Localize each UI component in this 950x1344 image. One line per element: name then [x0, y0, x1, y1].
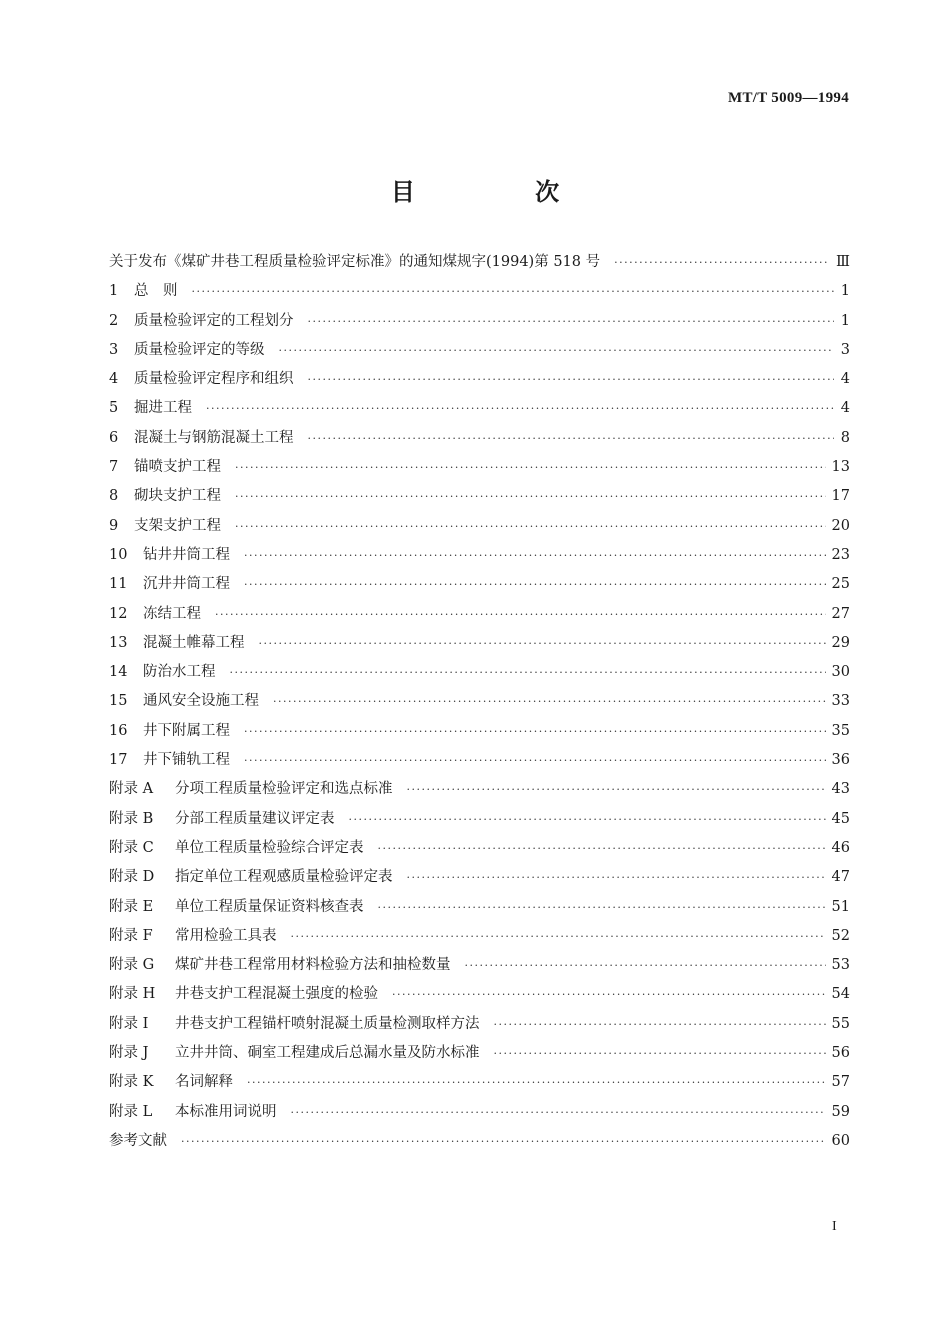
dot-leader	[378, 842, 826, 855]
dot-leader	[247, 1076, 826, 1089]
toc-entry-number: 附录 G	[109, 957, 155, 974]
page-title: 目 次	[390, 178, 616, 206]
dot-leader	[279, 344, 835, 357]
toc-entry-label: 井下铺轨工程	[143, 752, 230, 769]
toc-entry-label: 名词解释	[175, 1074, 233, 1091]
toc-entry-page: 30	[831, 664, 850, 681]
dot-leader	[308, 315, 835, 328]
toc-entry[interactable]	[109, 777, 850, 806]
dot-leader	[244, 754, 826, 767]
toc-entry[interactable]	[109, 982, 850, 1011]
dot-leader	[230, 666, 826, 679]
standard-code: MT/T 5009—1994	[727, 90, 849, 106]
toc-entry-label: 单位工程质量保证资料核查表	[175, 898, 364, 915]
toc-entry[interactable]	[109, 719, 850, 748]
toc-entry-number: 17	[109, 752, 128, 769]
toc-entry-number: 附录 B	[109, 810, 154, 827]
toc-entry-page: 43	[831, 781, 850, 798]
toc-entry-number: 附录 L	[109, 1103, 153, 1120]
toc-entry-page: 4	[840, 371, 850, 388]
toc-entry-label: 防治水工程	[143, 664, 216, 681]
toc-entry-label: 质量检验评定程序和组织	[134, 371, 294, 388]
toc-entry-number: 13	[109, 634, 128, 651]
toc-entry[interactable]	[109, 895, 850, 924]
toc-entry[interactable]	[109, 367, 850, 396]
toc-entry[interactable]	[109, 543, 850, 572]
toc-entry-page: 33	[831, 693, 850, 710]
toc-entry-number: 12	[109, 605, 128, 622]
toc-entry-page: 27	[831, 605, 850, 622]
toc-entry-page: 36	[831, 752, 850, 769]
dot-leader	[291, 930, 826, 943]
toc-entry-page: 60	[831, 1132, 850, 1149]
toc-entry[interactable]	[109, 689, 850, 718]
toc-entry-number: 6	[109, 429, 119, 446]
toc-entry-page: 56	[831, 1045, 850, 1062]
toc-entry-number: 10	[109, 546, 128, 563]
toc-entry-page: 57	[831, 1074, 850, 1091]
dot-leader	[259, 637, 826, 650]
dot-leader	[407, 783, 826, 796]
toc-entry-page: 4	[840, 400, 850, 417]
toc-entry-page: 53	[831, 957, 850, 974]
toc-entry-label: 分部工程质量建议评定表	[175, 810, 335, 827]
toc-entry-number: 9	[109, 517, 119, 534]
toc-entry-page: 13	[831, 459, 850, 476]
toc-entry-label: 质量检验评定的工程划分	[134, 312, 294, 329]
toc-entry-page: 45	[831, 810, 850, 827]
toc-entry[interactable]	[109, 1041, 850, 1070]
toc-entry-page: 59	[831, 1103, 850, 1120]
toc-entry-page: 46	[831, 839, 850, 856]
toc-entry-label: 井巷支护工程混凝土强度的检验	[175, 986, 378, 1003]
toc-entry-label: 冻结工程	[143, 605, 201, 622]
toc-entry-number: 附录 J	[109, 1045, 149, 1062]
toc-entry-page: 55	[831, 1015, 850, 1032]
toc-entry-page: 17	[831, 488, 850, 505]
toc-entry-page: 51	[831, 898, 850, 915]
dot-leader	[215, 608, 826, 621]
toc-entry-label: 立井井筒、硐室工程建成后总漏水量及防水标准	[175, 1045, 480, 1062]
toc-entry[interactable]	[109, 572, 850, 601]
toc-entry[interactable]	[109, 1100, 850, 1129]
toc-entry-page: 54	[831, 986, 850, 1003]
toc-entry-number: 附录 K	[109, 1074, 154, 1091]
toc-entry-page: 35	[831, 722, 850, 739]
toc-entry-label: 砌块支护工程	[134, 488, 221, 505]
toc-entry-number: 附录 A	[109, 781, 154, 798]
dot-leader	[308, 373, 835, 386]
toc-entry-number: 附录 I	[109, 1015, 149, 1032]
toc-entry-label: 本标准用词说明	[175, 1103, 277, 1120]
toc-entry-label: 混凝土与钢筋混凝土工程	[134, 429, 294, 446]
toc-entry[interactable]	[109, 1129, 850, 1158]
toc-entry[interactable]	[109, 484, 850, 513]
toc-entry[interactable]	[109, 924, 850, 953]
toc-entry-number: 2	[109, 312, 119, 329]
toc-entry[interactable]	[109, 631, 850, 660]
toc-entry-page: 29	[831, 634, 850, 651]
toc-entry-label: 关于发布《煤矿井巷工程质量检验评定标准》的通知煤规字(1994)第 518 号	[109, 254, 601, 270]
toc-entry[interactable]	[109, 865, 850, 894]
dot-leader	[308, 432, 835, 445]
dot-leader	[244, 578, 826, 591]
dot-leader	[291, 1106, 826, 1119]
toc-entry[interactable]	[109, 426, 850, 455]
toc-entry-page: 25	[831, 576, 850, 593]
toc-entry[interactable]	[109, 279, 850, 308]
toc-entry-number: 1	[109, 283, 119, 300]
toc-entry-label: 支架支护工程	[134, 517, 221, 534]
toc-entry[interactable]	[109, 748, 850, 777]
toc-entry-number: 3	[109, 341, 119, 358]
toc-entry-number: 4	[109, 371, 119, 388]
toc-entry[interactable]	[109, 660, 850, 689]
dot-leader	[192, 285, 835, 298]
dot-leader	[494, 1047, 826, 1060]
dot-leader	[407, 871, 826, 884]
toc-entry[interactable]	[109, 455, 850, 484]
toc-entry[interactable]	[109, 309, 850, 338]
toc-entry-label: 井下附属工程	[143, 722, 230, 739]
toc-entry-label: 掘进工程	[134, 400, 192, 417]
toc-entry-number: 附录 C	[109, 839, 154, 856]
toc-entry-label: 单位工程质量检验综合评定表	[175, 839, 364, 856]
dot-leader	[465, 959, 826, 972]
dot-leader	[392, 988, 826, 1001]
toc-entry-page: 8	[840, 429, 850, 446]
toc-entry-label: 指定单位工程观感质量检验评定表	[175, 869, 393, 886]
toc-entry-number: 8	[109, 488, 119, 505]
dot-leader	[181, 1135, 826, 1148]
dot-leader	[244, 725, 826, 738]
toc-entry[interactable]	[109, 602, 850, 631]
toc-entry-page: 1	[840, 312, 850, 329]
toc-entry[interactable]	[109, 836, 850, 865]
toc-entry-page: 20	[831, 517, 850, 534]
toc-entry-number: 7	[109, 459, 119, 476]
toc-entry-number: 5	[109, 400, 119, 417]
toc-entry-number: 16	[109, 722, 128, 739]
toc-entry-label: 钻井井筒工程	[143, 546, 230, 563]
toc-entry-label: 通风安全设施工程	[143, 693, 259, 710]
toc-entry-number: 11	[109, 576, 128, 593]
toc-entry-label: 煤矿井巷工程常用材料检验方法和抽检数量	[175, 957, 451, 974]
toc-entry[interactable]	[109, 338, 850, 367]
toc-entry-number: 附录 F	[109, 927, 153, 944]
dot-leader	[235, 461, 826, 474]
dot-leader	[244, 549, 826, 562]
table-of-contents	[109, 250, 850, 1158]
dot-leader	[235, 520, 826, 533]
toc-entry-label: 质量检验评定的等级	[134, 341, 265, 358]
toc-entry-page: Ⅲ	[836, 254, 850, 270]
toc-entry-label: 参考文献	[109, 1132, 167, 1149]
toc-entry-label: 锚喷支护工程	[134, 459, 221, 476]
toc-entry-page: 52	[831, 927, 850, 944]
dot-leader	[273, 695, 826, 708]
toc-entry-page: 23	[831, 546, 850, 563]
toc-entry[interactable]	[109, 1070, 850, 1099]
dot-leader	[378, 901, 826, 914]
toc-entry-label: 井巷支护工程锚杆喷射混凝土质量检测取样方法	[175, 1015, 480, 1032]
toc-entry-label: 混凝土帷幕工程	[143, 634, 245, 651]
toc-entry[interactable]	[109, 514, 850, 543]
toc-entry[interactable]	[109, 953, 850, 982]
toc-entry-number: 15	[109, 693, 128, 710]
toc-entry-label: 分项工程质量检验评定和选点标准	[175, 781, 393, 798]
dot-leader	[494, 1018, 826, 1031]
toc-entry[interactable]	[109, 807, 850, 836]
toc-entry-number: 14	[109, 664, 128, 681]
toc-entry-number: 附录 D	[109, 869, 155, 886]
dot-leader	[349, 813, 826, 826]
dot-leader	[206, 402, 834, 415]
dot-leader	[614, 256, 830, 269]
toc-entry[interactable]	[109, 250, 850, 279]
page-number: I	[832, 1219, 837, 1234]
toc-entry-page: 3	[840, 341, 850, 358]
dot-leader	[235, 490, 826, 503]
toc-entry-number: 附录 H	[109, 986, 156, 1003]
toc-entry-number: 附录 E	[109, 898, 154, 915]
toc-entry-label: 总 则	[134, 283, 178, 300]
toc-entry-label: 沉井井筒工程	[143, 576, 230, 593]
toc-entry[interactable]	[109, 396, 850, 425]
toc-entry-page: 1	[840, 283, 850, 300]
toc-entry-label: 常用检验工具表	[175, 927, 277, 944]
toc-entry-page: 47	[831, 869, 850, 886]
toc-entry[interactable]	[109, 1012, 850, 1041]
